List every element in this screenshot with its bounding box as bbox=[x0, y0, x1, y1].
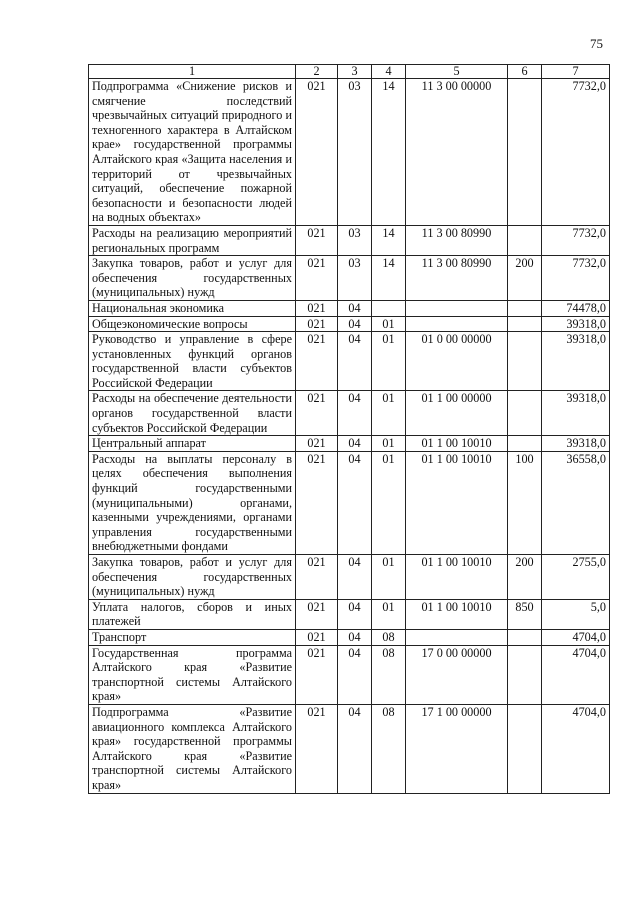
table-row bbox=[89, 436, 610, 452]
row-vr-cell: 850 bbox=[508, 599, 542, 629]
row-grbs-cell: 021 bbox=[296, 332, 338, 391]
row-vr-cell bbox=[508, 645, 542, 704]
table-row bbox=[89, 629, 610, 645]
row-pr-cell: 01 bbox=[372, 451, 406, 554]
row-sum-cell: 4704,0 bbox=[542, 704, 610, 793]
row-sum-cell: 7732,0 bbox=[542, 225, 610, 255]
row-pr-cell: 14 bbox=[372, 225, 406, 255]
table-row bbox=[89, 316, 610, 332]
header-rz: 3 bbox=[338, 65, 372, 79]
row-rz-cell: 04 bbox=[338, 451, 372, 554]
row-name-cell: Подпрограмма «Снижение рисков и смягчение последствий чрезвычайных ситуаций природного и техногенного характера в Алтайском крае» государственной программы Алтайского края «Защита населения и территорий от чрезвычайных ситуаций, обеспечение пожарной безопасности и безопасности людей на водных объектах» bbox=[89, 79, 296, 226]
row-csr-cell: 01 1 00 00000 bbox=[406, 391, 508, 436]
row-csr-cell bbox=[406, 300, 508, 316]
row-pr-cell: 01 bbox=[372, 391, 406, 436]
row-rz-cell: 03 bbox=[338, 225, 372, 255]
row-rz-cell: 04 bbox=[338, 300, 372, 316]
row-csr-cell: 17 0 00 00000 bbox=[406, 645, 508, 704]
row-rz-cell: 04 bbox=[338, 391, 372, 436]
header-grbs: 2 bbox=[296, 65, 338, 79]
row-name-cell: Расходы на выплаты персоналу в целях обеспечения выполнения функций государственными (муниципальными) органами, казенными учреждениями, органами управления государственными внебюджетными фондами bbox=[89, 451, 296, 554]
header-name: 1 bbox=[89, 65, 296, 79]
row-grbs-cell: 021 bbox=[296, 555, 338, 600]
row-csr-cell: 01 1 00 10010 bbox=[406, 436, 508, 452]
row-grbs-cell: 021 bbox=[296, 300, 338, 316]
row-sum-cell: 39318,0 bbox=[542, 436, 610, 452]
row-csr-cell: 11 3 00 80990 bbox=[406, 256, 508, 301]
row-rz-cell: 03 bbox=[338, 256, 372, 301]
row-pr-cell: 08 bbox=[372, 645, 406, 704]
row-vr-cell: 200 bbox=[508, 256, 542, 301]
row-pr-cell: 01 bbox=[372, 436, 406, 452]
row-rz-cell: 04 bbox=[338, 629, 372, 645]
row-name-cell: Уплата налогов, сборов и иных платежей bbox=[89, 599, 296, 629]
row-sum-cell: 7732,0 bbox=[542, 79, 610, 226]
row-name-cell: Общеэкономические вопросы bbox=[89, 316, 296, 332]
row-pr-cell: 14 bbox=[372, 256, 406, 301]
row-sum-cell: 2755,0 bbox=[542, 555, 610, 600]
row-sum-cell: 36558,0 bbox=[542, 451, 610, 554]
row-grbs-cell: 021 bbox=[296, 599, 338, 629]
table-row bbox=[89, 79, 610, 226]
table-row bbox=[89, 256, 610, 301]
row-csr-cell: 01 1 00 10010 bbox=[406, 451, 508, 554]
table-row bbox=[89, 599, 610, 629]
row-csr-cell bbox=[406, 629, 508, 645]
table-row bbox=[89, 332, 610, 391]
row-sum-cell: 5,0 bbox=[542, 599, 610, 629]
row-grbs-cell: 021 bbox=[296, 391, 338, 436]
row-rz-cell: 03 bbox=[338, 79, 372, 226]
table-row bbox=[89, 704, 610, 793]
row-grbs-cell: 021 bbox=[296, 316, 338, 332]
row-rz-cell: 04 bbox=[338, 436, 372, 452]
row-name-cell: Закупка товаров, работ и услуг для обеспечения государственных (муниципальных) нужд bbox=[89, 256, 296, 301]
row-grbs-cell: 021 bbox=[296, 451, 338, 554]
row-grbs-cell: 021 bbox=[296, 256, 338, 301]
row-sum-cell: 4704,0 bbox=[542, 629, 610, 645]
row-name-cell: Транспорт bbox=[89, 629, 296, 645]
table-row bbox=[89, 451, 610, 554]
row-sum-cell: 4704,0 bbox=[542, 645, 610, 704]
row-pr-cell: 08 bbox=[372, 629, 406, 645]
row-csr-cell bbox=[406, 316, 508, 332]
row-sum-cell: 39318,0 bbox=[542, 332, 610, 391]
row-vr-cell bbox=[508, 391, 542, 436]
row-grbs-cell: 021 bbox=[296, 704, 338, 793]
row-vr-cell: 100 bbox=[508, 451, 542, 554]
row-name-cell: Национальная экономика bbox=[89, 300, 296, 316]
row-grbs-cell: 021 bbox=[296, 645, 338, 704]
table-row bbox=[89, 645, 610, 704]
row-name-cell: Государственная программа Алтайского края «Развитие транспортной системы Алтайского края» bbox=[89, 645, 296, 704]
row-name-cell: Расходы на обеспечение деятельности органов государственной власти субъектов Российской Федерации bbox=[89, 391, 296, 436]
row-vr-cell bbox=[508, 332, 542, 391]
row-name-cell: Центральный аппарат bbox=[89, 436, 296, 452]
row-csr-cell: 01 0 00 00000 bbox=[406, 332, 508, 391]
row-name-cell: Расходы на реализацию мероприятий региональных программ bbox=[89, 225, 296, 255]
row-grbs-cell: 021 bbox=[296, 79, 338, 226]
row-pr-cell: 01 bbox=[372, 332, 406, 391]
row-pr-cell: 14 bbox=[372, 79, 406, 226]
row-sum-cell: 74478,0 bbox=[542, 300, 610, 316]
row-rz-cell: 04 bbox=[338, 704, 372, 793]
row-vr-cell: 200 bbox=[508, 555, 542, 600]
row-grbs-cell: 021 bbox=[296, 225, 338, 255]
table-row bbox=[89, 555, 610, 600]
header-sum: 7 bbox=[542, 65, 610, 79]
table-row bbox=[89, 300, 610, 316]
row-name-cell: Руководство и управление в сфере установленных функций органов государственной власти субъектов Российской Федерации bbox=[89, 332, 296, 391]
row-vr-cell bbox=[508, 79, 542, 226]
row-csr-cell: 17 1 00 00000 bbox=[406, 704, 508, 793]
row-sum-cell: 39318,0 bbox=[542, 316, 610, 332]
row-csr-cell: 01 1 00 10010 bbox=[406, 555, 508, 600]
row-grbs-cell: 021 bbox=[296, 436, 338, 452]
row-pr-cell: 08 bbox=[372, 704, 406, 793]
row-name-cell: Закупка товаров, работ и услуг для обеспечения государственных (муниципальных) нужд bbox=[89, 555, 296, 600]
table-row bbox=[89, 225, 610, 255]
row-pr-cell: 01 bbox=[372, 316, 406, 332]
row-csr-cell: 11 3 00 00000 bbox=[406, 79, 508, 226]
row-name-cell: Подпрограмма «Развитие авиационного комплекса Алтайского края» государственной программы Алтайского края «Развитие транспортной системы Алтайского края» bbox=[89, 704, 296, 793]
row-rz-cell: 04 bbox=[338, 645, 372, 704]
table-row bbox=[89, 391, 610, 436]
row-grbs-cell: 021 bbox=[296, 629, 338, 645]
row-rz-cell: 04 bbox=[338, 316, 372, 332]
header-pr: 4 bbox=[372, 65, 406, 79]
row-vr-cell bbox=[508, 300, 542, 316]
table-header-row bbox=[89, 65, 610, 79]
header-csr: 5 bbox=[406, 65, 508, 79]
page-number: 75 bbox=[590, 36, 603, 51]
row-rz-cell: 04 bbox=[338, 332, 372, 391]
row-sum-cell: 39318,0 bbox=[542, 391, 610, 436]
row-vr-cell bbox=[508, 225, 542, 255]
row-vr-cell bbox=[508, 629, 542, 645]
row-vr-cell bbox=[508, 704, 542, 793]
row-csr-cell: 01 1 00 10010 bbox=[406, 599, 508, 629]
row-pr-cell: 01 bbox=[372, 555, 406, 600]
row-pr-cell: 01 bbox=[372, 599, 406, 629]
row-csr-cell: 11 3 00 80990 bbox=[406, 225, 508, 255]
row-vr-cell bbox=[508, 316, 542, 332]
row-sum-cell: 7732,0 bbox=[542, 256, 610, 301]
row-rz-cell: 04 bbox=[338, 555, 372, 600]
row-pr-cell bbox=[372, 300, 406, 316]
row-rz-cell: 04 bbox=[338, 599, 372, 629]
budget-table bbox=[88, 64, 610, 794]
row-vr-cell bbox=[508, 436, 542, 452]
header-vr: 6 bbox=[508, 65, 542, 79]
